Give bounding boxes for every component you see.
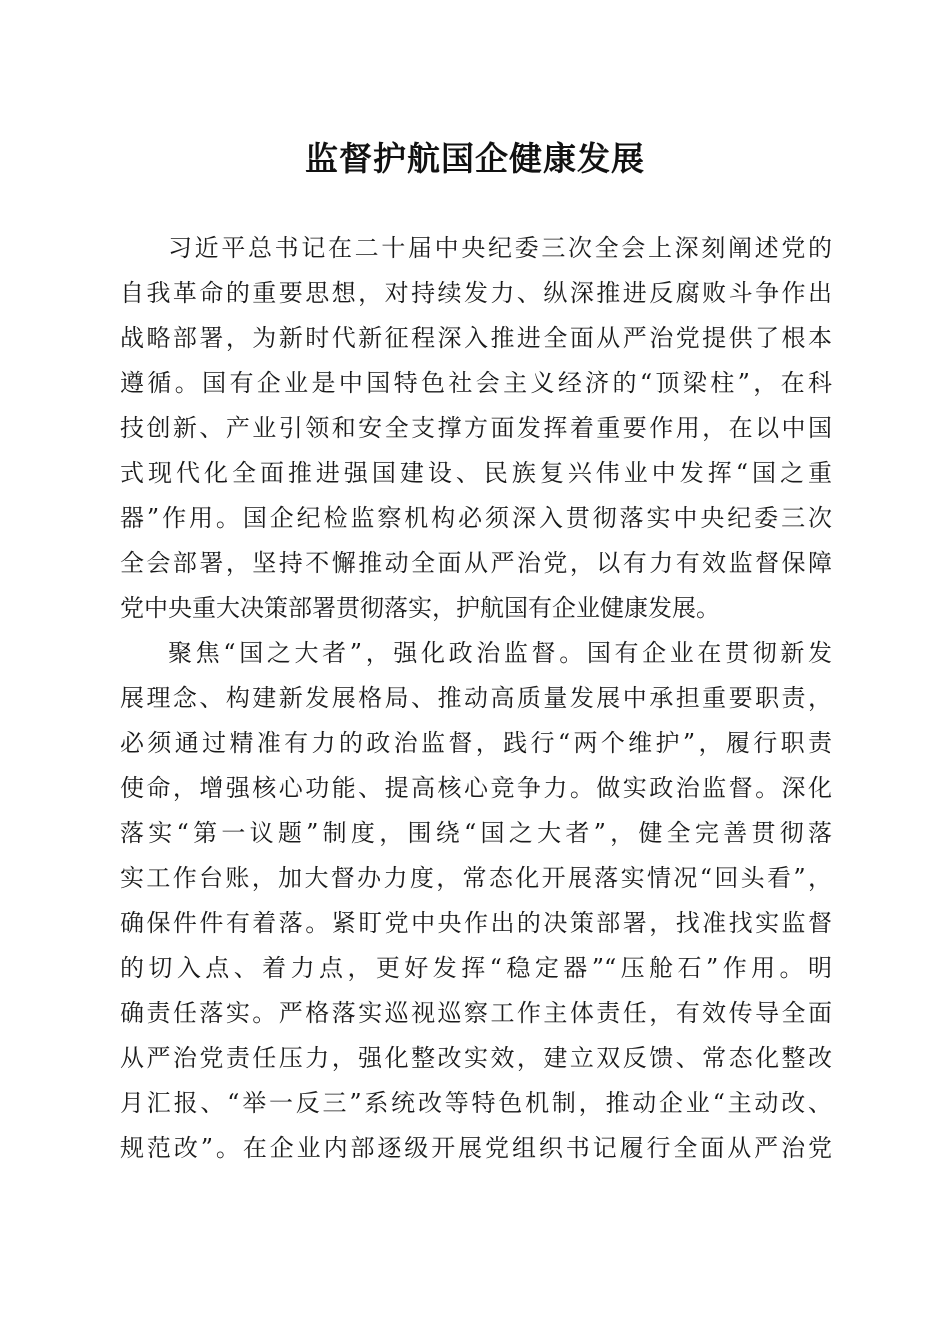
text-line: 展理念、构建新发展格局、推动高质量发展中承担重要职责，	[120, 684, 832, 712]
text-line: 式现代化全面推进强国建设、民族复兴伟业中发挥“国之重	[120, 459, 832, 487]
text-line: 战略部署，为新时代新征程深入推进全面从严治党提供了根本	[120, 324, 832, 352]
text-line: 从严治党责任压力，强化整改实效，建立双反馈、常态化整改	[120, 1044, 832, 1072]
text-line: 全会部署，坚持不懈推动全面从严治党，以有力有效监督保障	[120, 549, 832, 577]
text-line: 使命，增强核心功能、提高核心竞争力。做实政治监督。深化	[120, 774, 832, 802]
document-body	[120, 226, 832, 1171]
text-line: 党中央重大决策部署贯彻落实，护航国有企业健康发展。	[120, 594, 720, 622]
text-line: 的切入点、着力点，更好发挥“稳定器”“压舱石”作用。明	[120, 954, 832, 982]
text-line: 习近平总书记在二十届中央纪委三次全会上深刻阐述党的	[168, 234, 832, 262]
document-title: 监督护航国企健康发展	[305, 139, 645, 178]
text-line: 必须通过精准有力的政治监督，践行“两个维护”，履行职责	[120, 729, 832, 757]
text-line: 遵循。国有企业是中国特色社会主义经济的“顶梁柱”，在科	[120, 369, 832, 397]
text-line: 规范改”。在企业内部逐级开展党组织书记履行全面从严治党	[120, 1134, 832, 1162]
text-line: 技创新、产业引领和安全支撑方面发挥着重要作用，在以中国	[120, 414, 832, 442]
text-line: 自我革命的重要思想，对持续发力、纵深推进反腐败斗争作出	[120, 279, 832, 307]
paragraph-2	[120, 631, 832, 1171]
paragraph-1	[120, 226, 832, 631]
text-line: 器”作用。国企纪检监察机构必须深入贯彻落实中央纪委三次	[120, 504, 832, 532]
text-line: 聚焦“国之大者”，强化政治监督。国有企业在贯彻新发	[168, 639, 832, 667]
text-line: 确责任落实。严格落实巡视巡察工作主体责任，有效传导全面	[120, 999, 832, 1027]
text-line: 实工作台账，加大督办力度，常态化开展落实情况“回头看”，	[120, 864, 832, 892]
text-line: 月汇报、“举一反三”系统改等特色机制，推动企业“主动改、	[120, 1089, 832, 1117]
text-line: 落实“第一议题”制度，围绕“国之大者”，健全完善贯彻落	[120, 819, 832, 847]
text-line: 确保件件有着落。紧盯党中央作出的决策部署，找准找实监督	[120, 909, 832, 937]
